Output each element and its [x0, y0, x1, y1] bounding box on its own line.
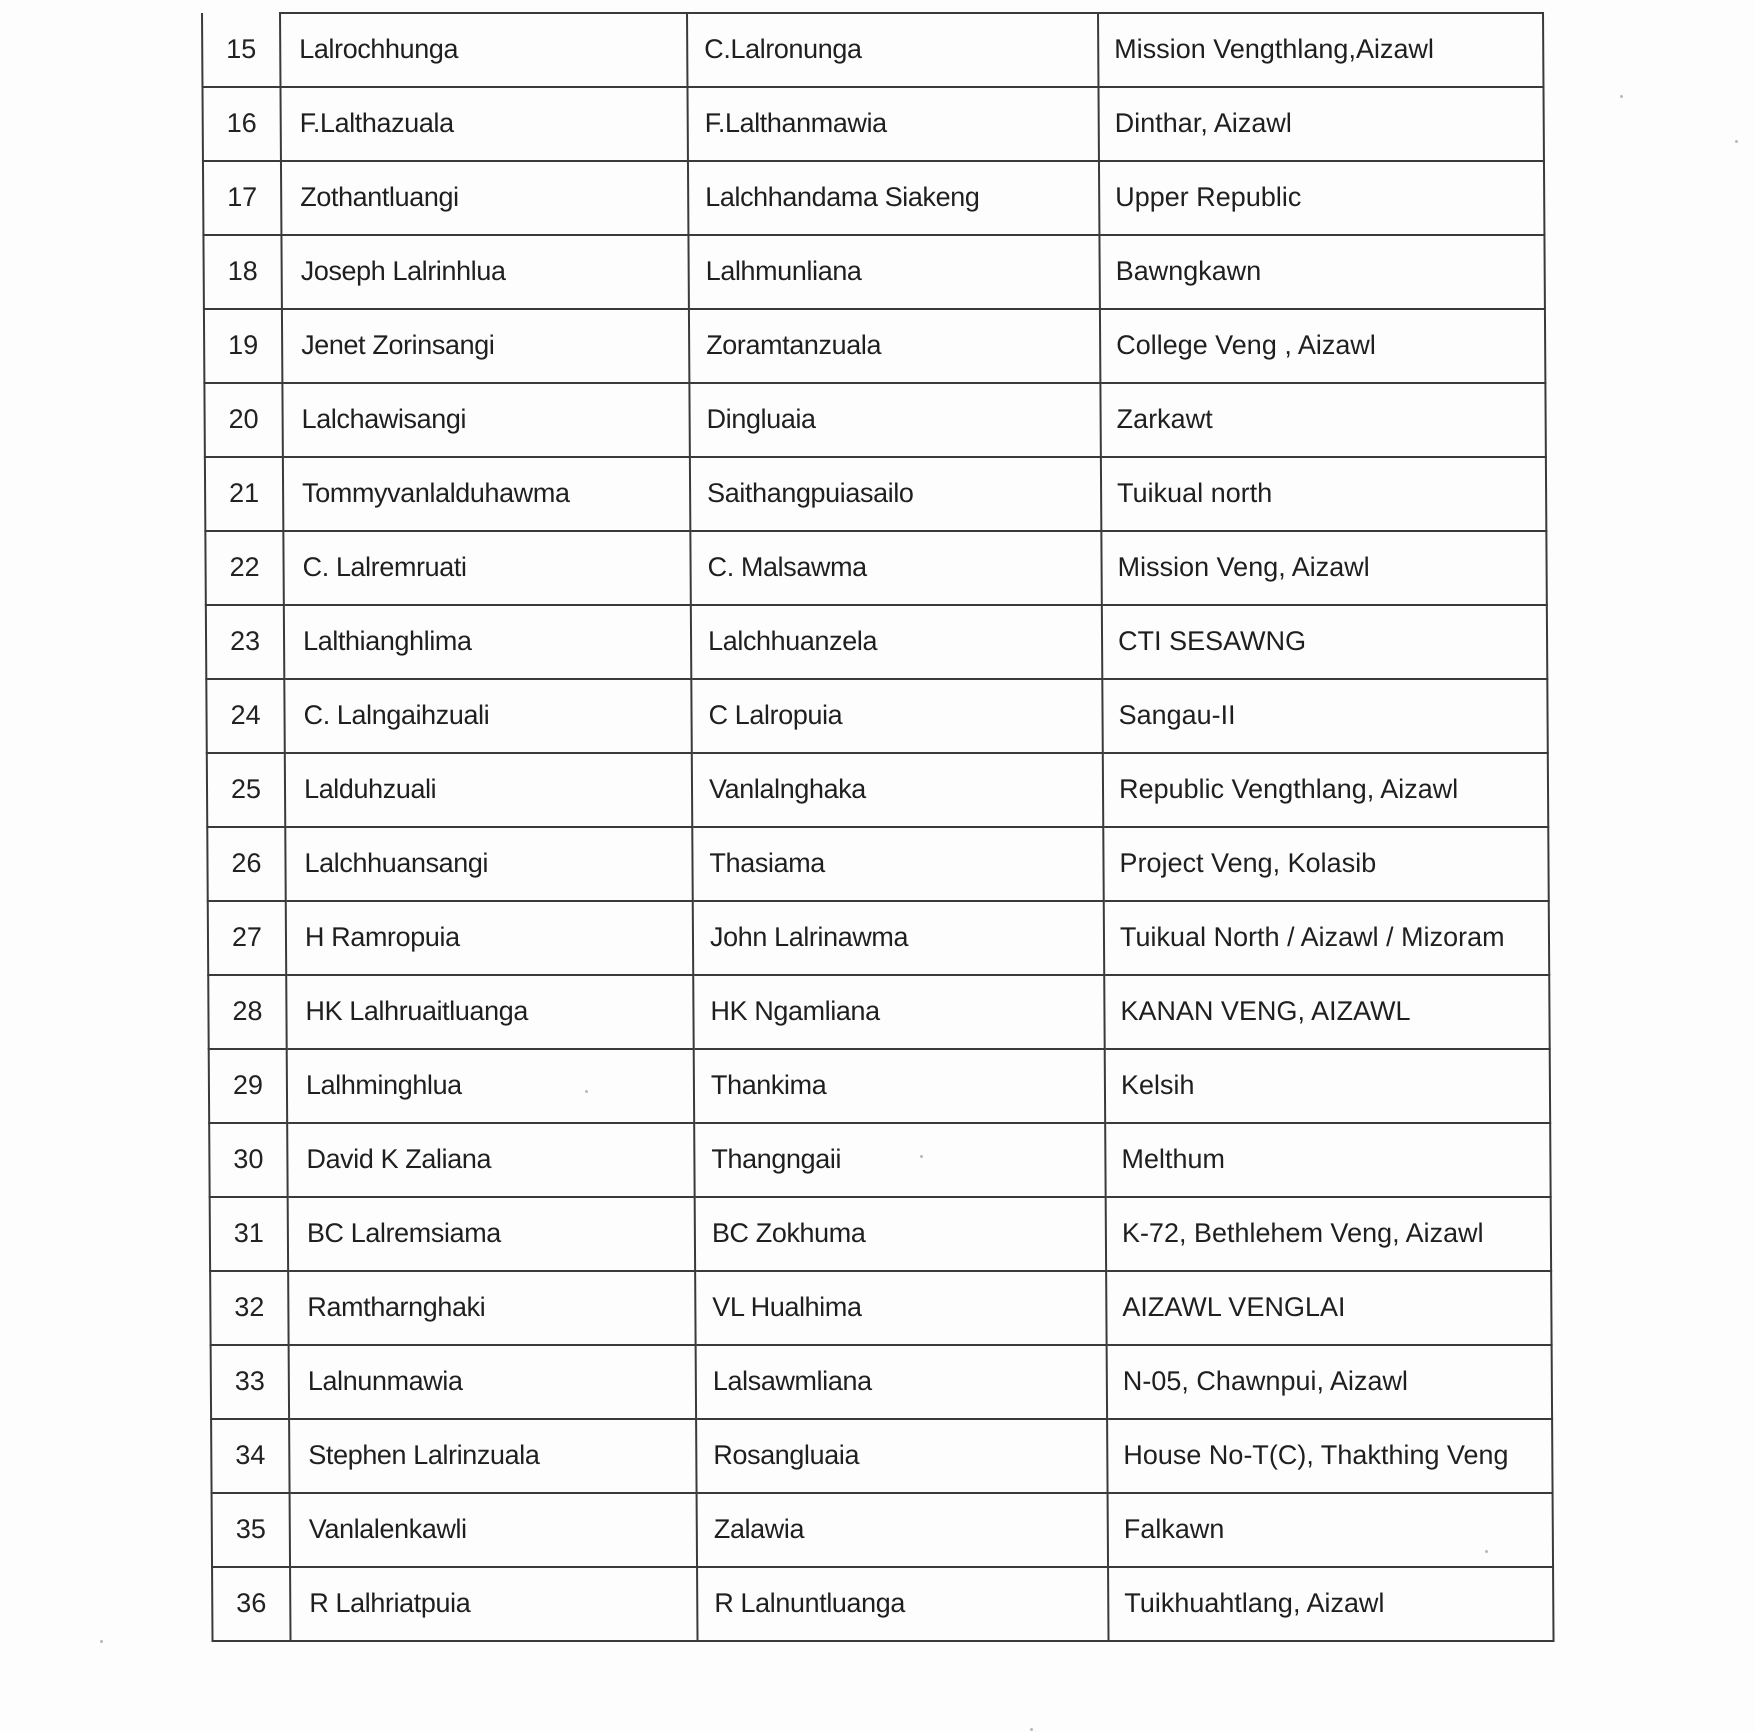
scan-speck	[100, 1640, 103, 1643]
father-name-cell: Lalchhandama Siakeng	[688, 161, 1099, 235]
table-row	[206, 679, 1547, 753]
serial-number-cell: 22	[205, 531, 283, 605]
address-cell: KANAN VENG, AIZAWL	[1104, 975, 1549, 1049]
father-name-cell: BC Zokhuma	[695, 1197, 1106, 1271]
serial-number-cell: 24	[206, 679, 284, 753]
scan-speck	[920, 1155, 923, 1158]
name-cell: Lalchawisangi	[282, 383, 689, 457]
serial-number-cell: 36	[212, 1567, 290, 1641]
scan-speck	[1030, 1728, 1033, 1731]
name-cell: Vanlalenkawli	[290, 1493, 697, 1567]
table-row	[205, 457, 1546, 531]
father-name-cell: HK Ngamliana	[693, 975, 1104, 1049]
serial-number-cell: 27	[208, 901, 286, 975]
name-cell: Lalthianghlima	[284, 605, 691, 679]
name-cell: C. Lalngaihzuali	[284, 679, 691, 753]
serial-number-cell: 25	[207, 753, 285, 827]
name-cell: Ramtharnghaki	[288, 1271, 695, 1345]
address-cell: Sangau-II	[1102, 679, 1547, 753]
table-row	[209, 1049, 1550, 1123]
father-name-cell: Lalsawmliana	[696, 1345, 1107, 1419]
father-name-cell: Vanlalnghaka	[692, 753, 1103, 827]
father-name-cell: R Lalnuntluanga	[697, 1567, 1108, 1641]
name-cell: Joseph Lalrinhlua	[281, 235, 688, 309]
roster-table-wrapper	[201, 12, 1553, 1697]
address-cell: College Veng , Aizawl	[1100, 309, 1545, 383]
name-cell: Lalduhzuali	[285, 753, 692, 827]
serial-number-cell: 17	[203, 161, 281, 235]
name-cell: Lalnunmawia	[289, 1345, 696, 1419]
name-cell: Zothantluangi	[281, 161, 688, 235]
address-cell: Dinthar, Aizawl	[1098, 87, 1543, 161]
table-row	[202, 87, 1543, 161]
scan-speck	[1735, 140, 1738, 143]
father-name-cell: C.Lalronunga	[687, 13, 1098, 87]
serial-number-cell: 23	[206, 605, 284, 679]
table-row	[206, 605, 1547, 679]
serial-number-cell: 15	[202, 13, 280, 87]
serial-number-cell: 32	[210, 1271, 288, 1345]
scan-speck	[1620, 95, 1623, 98]
address-cell: CTI SESAWNG	[1102, 605, 1547, 679]
father-name-cell: VL Hualhima	[695, 1271, 1106, 1345]
address-cell: Melthum	[1105, 1123, 1550, 1197]
address-cell: Tuikhuahtlang, Aizawl	[1108, 1567, 1553, 1641]
name-cell: F.Lalthazuala	[280, 87, 687, 161]
table-row	[208, 975, 1549, 1049]
address-cell: Kelsih	[1105, 1049, 1550, 1123]
serial-number-cell: 35	[212, 1493, 290, 1567]
father-name-cell: Zoramtanzuala	[689, 309, 1100, 383]
table-row	[212, 1493, 1553, 1567]
address-cell: Mission Veng, Aizawl	[1101, 531, 1546, 605]
father-name-cell: Zalawia	[697, 1493, 1108, 1567]
father-name-cell: C Lalropuia	[691, 679, 1102, 753]
serial-number-cell: 34	[211, 1419, 289, 1493]
table-row	[212, 1567, 1553, 1641]
scan-speck	[1485, 1550, 1488, 1553]
address-cell: Bawngkawn	[1099, 235, 1544, 309]
table-row	[202, 13, 1543, 87]
table-row	[205, 531, 1546, 605]
address-cell: K-72, Bethlehem Veng, Aizawl	[1106, 1197, 1551, 1271]
father-name-cell: Dingluaia	[689, 383, 1100, 457]
father-name-cell: Thasiama	[692, 827, 1103, 901]
serial-number-cell: 18	[203, 235, 281, 309]
serial-number-cell: 28	[208, 975, 286, 1049]
address-cell: Tuikual North / Aizawl / Mizoram	[1104, 901, 1549, 975]
serial-number-cell: 30	[209, 1123, 287, 1197]
table-row	[207, 753, 1548, 827]
father-name-cell: Thankima	[694, 1049, 1105, 1123]
serial-number-cell: 29	[209, 1049, 287, 1123]
table-row	[207, 827, 1548, 901]
address-cell: Upper Republic	[1099, 161, 1544, 235]
serial-number-cell: 26	[207, 827, 285, 901]
serial-number-cell: 31	[210, 1197, 288, 1271]
father-name-cell: C. Malsawma	[690, 531, 1101, 605]
serial-number-cell: 20	[204, 383, 282, 457]
address-cell: Republic Vengthlang, Aizawl	[1103, 753, 1548, 827]
address-cell: N-05, Chawnpui, Aizawl	[1107, 1345, 1552, 1419]
address-cell: Zarkawt	[1100, 383, 1545, 457]
name-cell: R Lalhriatpuia	[290, 1567, 697, 1641]
name-cell: Jenet Zorinsangi	[282, 309, 689, 383]
name-cell: Tommyvanlalduhawma	[283, 457, 690, 531]
roster-table	[201, 12, 1555, 1642]
father-name-cell: Lalhmunliana	[688, 235, 1099, 309]
father-name-cell: Lalchhuanzela	[691, 605, 1102, 679]
name-cell: David K Zaliana	[287, 1123, 694, 1197]
father-name-cell: Thangngaii	[694, 1123, 1105, 1197]
table-row	[211, 1345, 1552, 1419]
address-cell: Tuikual north	[1101, 457, 1546, 531]
roster-table-body	[202, 13, 1554, 1641]
address-cell: Falkawn	[1108, 1493, 1553, 1567]
table-row	[210, 1197, 1551, 1271]
name-cell: Lalchhuansangi	[285, 827, 692, 901]
address-cell: House No-T(C), Thakthing Veng	[1107, 1419, 1552, 1493]
serial-number-cell: 33	[211, 1345, 289, 1419]
table-row	[203, 161, 1544, 235]
name-cell: BC Lalremsiama	[288, 1197, 695, 1271]
serial-number-cell: 16	[202, 87, 280, 161]
table-row	[208, 901, 1549, 975]
father-name-cell: F.Lalthanmawia	[687, 87, 1098, 161]
serial-number-cell: 19	[204, 309, 282, 383]
name-cell: Lalhminghlua	[287, 1049, 694, 1123]
address-cell: AIZAWL VENGLAI	[1106, 1271, 1551, 1345]
table-row	[204, 383, 1545, 457]
name-cell: C. Lalremruati	[283, 531, 690, 605]
table-row	[204, 309, 1545, 383]
scan-speck	[585, 1090, 588, 1093]
table-row	[211, 1419, 1552, 1493]
table-row	[210, 1271, 1551, 1345]
address-cell: Mission Vengthlang,Aizawl	[1098, 13, 1543, 87]
name-cell: Stephen Lalrinzuala	[289, 1419, 696, 1493]
address-cell: Project Veng, Kolasib	[1103, 827, 1548, 901]
father-name-cell: John Lalrinawma	[693, 901, 1104, 975]
father-name-cell: Saithangpuiasailo	[690, 457, 1101, 531]
father-name-cell: Rosangluaia	[696, 1419, 1107, 1493]
name-cell: H Ramropuia	[286, 901, 693, 975]
serial-number-cell: 21	[205, 457, 283, 531]
table-row	[203, 235, 1544, 309]
name-cell: Lalrochhunga	[280, 13, 687, 87]
table-row	[209, 1123, 1550, 1197]
name-cell: HK Lalhruaitluanga	[286, 975, 693, 1049]
